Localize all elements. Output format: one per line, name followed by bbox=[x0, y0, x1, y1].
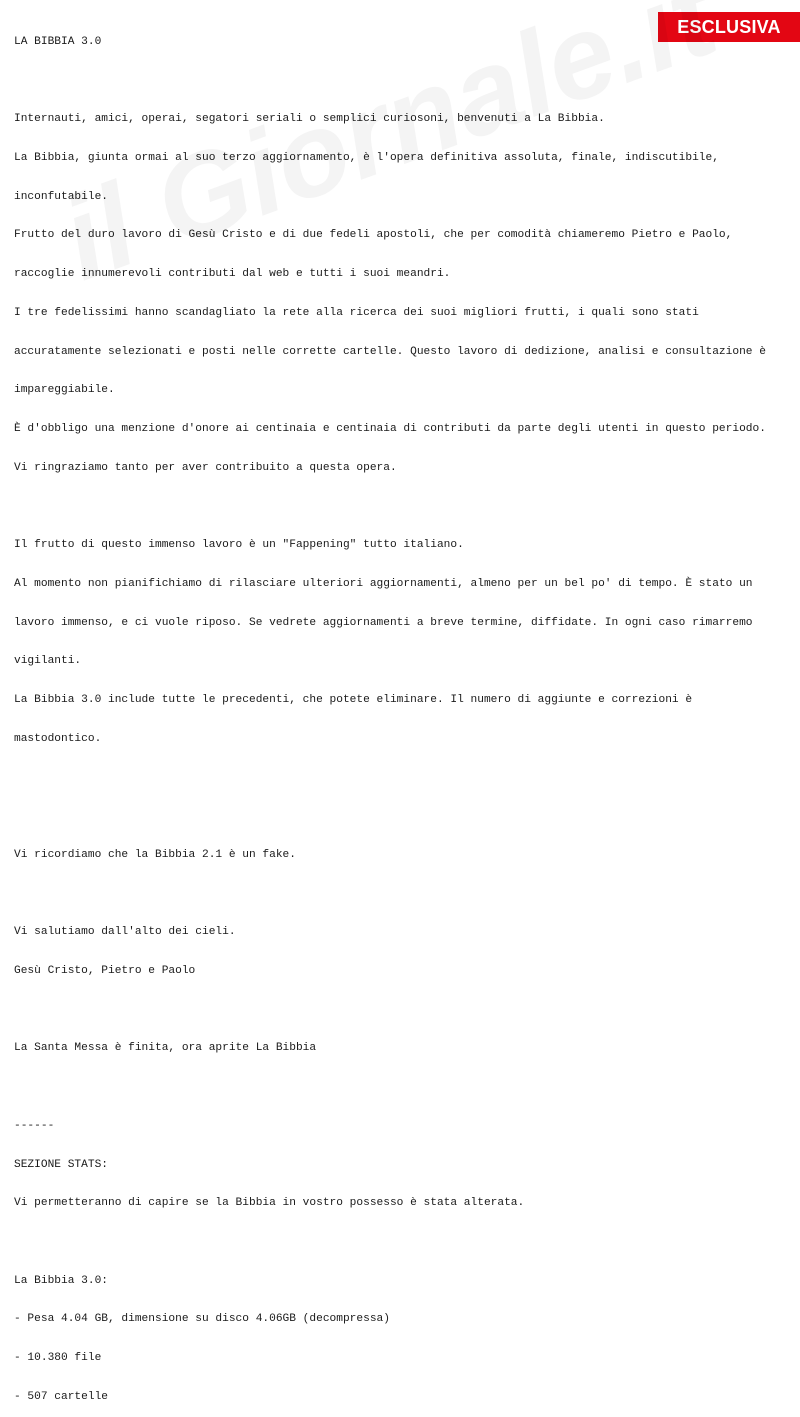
text-line: Vi permetteranno di capire se la Bibbia in vostro possesso è stata alterata. bbox=[14, 1197, 525, 1210]
text-line bbox=[14, 1236, 784, 1249]
text-line: lavoro immenso, e ci vuole riposo. Se vedrete aggiornamenti a breve termine, diffidate. In ogni caso rimarremo bbox=[14, 616, 753, 629]
text-line: Gesù Cristo, Pietro e Paolo bbox=[14, 964, 196, 977]
text-line: Internauti, amici, operai, segatori seriali o semplici curiosoni, benvenuti a La Bibbia. bbox=[14, 113, 605, 126]
text-line bbox=[14, 1081, 784, 1094]
stats-item: - 507 cartelle bbox=[14, 1390, 108, 1403]
stats-heading: SEZIONE STATS: bbox=[14, 1158, 108, 1171]
text-line bbox=[14, 500, 784, 513]
text-line: I tre fedelissimi hanno scandagliato la rete alla ricerca dei suoi migliori frutti, i quali sono stati bbox=[14, 306, 699, 319]
stats-item: - 10.380 file bbox=[14, 1352, 102, 1365]
document-body bbox=[14, 10, 784, 1417]
text-line: Vi salutiamo dall'alto dei cieli. bbox=[14, 926, 236, 939]
text-line: Al momento non pianifichiamo di rilasciare ulteriori aggiornamenti, almeno per un bel po' di tempo. È stato un bbox=[14, 577, 753, 590]
text-line: Il frutto di questo immenso lavoro è un "Fappening" tutto italiano. bbox=[14, 539, 464, 552]
text-line bbox=[14, 810, 784, 823]
text-line: accuratamente selezionati e posti nelle corrette cartelle. Questo lavoro di dedizione, analisi e consultazione è bbox=[14, 345, 766, 358]
text-line: Vi ricordiamo che la Bibbia 2.1 è un fake. bbox=[14, 848, 296, 861]
esclusiva-badge: ESCLUSIVA bbox=[658, 12, 800, 42]
text-line: La Bibbia, giunta ormai al suo terzo aggiornamento, è l'opera definitiva assoluta, finale, indiscutibile, bbox=[14, 151, 719, 164]
text-line: mastodontico. bbox=[14, 732, 102, 745]
text-line: impareggiabile. bbox=[14, 384, 115, 397]
text-line bbox=[14, 75, 784, 88]
text-line bbox=[14, 888, 784, 901]
text-line: raccoglie innumerevoli contributi dal web e tutti i suoi meandri. bbox=[14, 268, 451, 281]
stats-item: - Pesa 4.04 GB, dimensione su disco 4.06GB (decompressa) bbox=[14, 1313, 390, 1326]
text-line: La Bibbia 3.0: bbox=[14, 1274, 108, 1287]
text-line bbox=[14, 1004, 784, 1017]
text-line: La Santa Messa è finita, ora aprite La Bibbia bbox=[14, 1042, 317, 1055]
text-line: Vi ringraziamo tanto per aver contribuito a questa opera. bbox=[14, 461, 397, 474]
text-line: È d'obbligo una menzione d'onore ai centinaia e centinaia di contributi da parte degli utenti in questo periodo. bbox=[14, 422, 766, 435]
divider-line: ------ bbox=[14, 1119, 55, 1132]
text-line: inconfutabile. bbox=[14, 190, 108, 203]
text-line: Frutto del duro lavoro di Gesù Cristo e di due fedeli apostoli, che per comodità chiameremo Pietro e Paolo, bbox=[14, 229, 733, 242]
text-line bbox=[14, 771, 784, 784]
text-line: La Bibbia 3.0 include tutte le precedenti, che potete eliminare. Il numero di aggiunte e correzioni è bbox=[14, 694, 693, 706]
text-line: vigilanti. bbox=[14, 655, 82, 668]
document-title: LA BIBBIA 3.0 bbox=[14, 35, 102, 48]
